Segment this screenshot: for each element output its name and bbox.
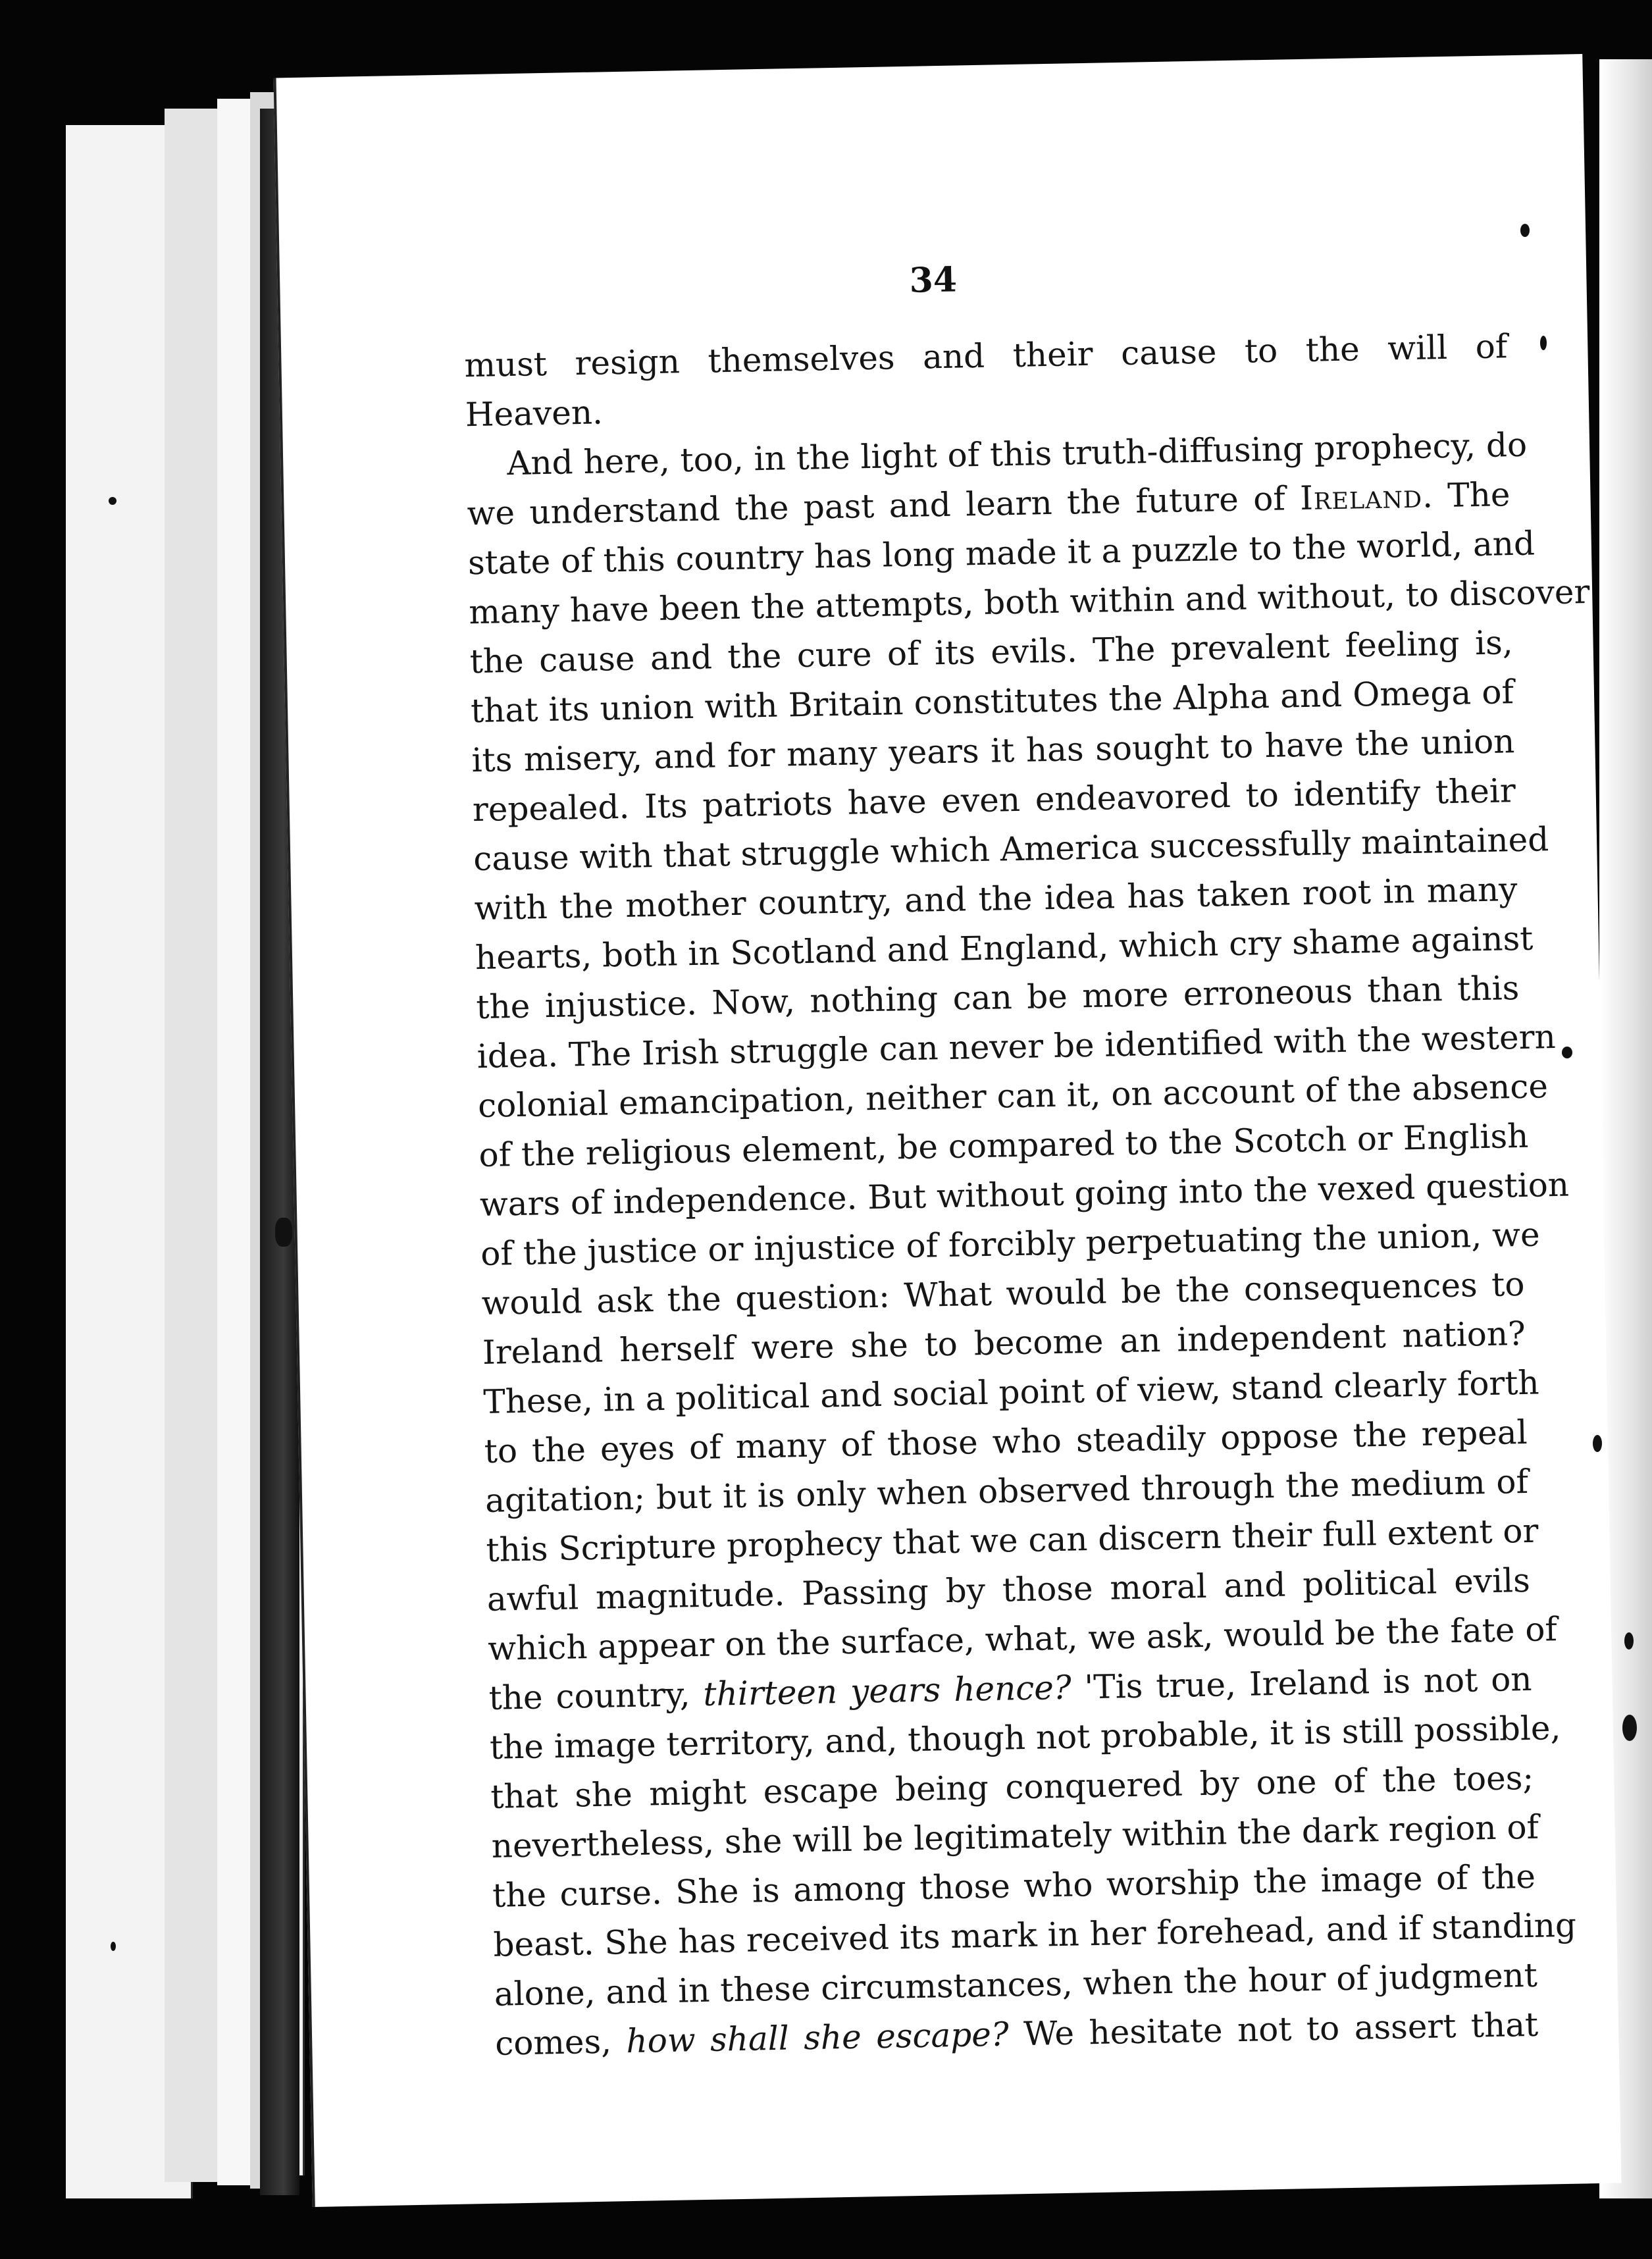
text-segment: . The (1422, 475, 1510, 515)
text-segment: These, in a political and social point of view, stand clearly forth (482, 1363, 1540, 1421)
scan-speck (1622, 1715, 1637, 1741)
text-segment: its misery, and for many years it has sought to have the union (471, 722, 1515, 780)
scan-speck (109, 497, 116, 505)
scan-speck (275, 1218, 292, 1247)
scan-speck (111, 1942, 116, 1951)
text-segment: agitation; but it is only when observed through the medium of (484, 1462, 1529, 1520)
text-segment: And here, too, in the light of this truth-diffusing prophecy, do (506, 425, 1528, 483)
italic-phrase: thirteen years hence? (702, 1668, 1072, 1713)
text-segment: many have been the attempts, both within and without, to discover (468, 572, 1590, 632)
text-segment: the injustice. Now, nothing can be more erroneous than this (475, 969, 1520, 1027)
text-segment: alone, and in these circumstances, when the hour of judgment (494, 1956, 1538, 2013)
italic-phrase: how shall she escape? (625, 2015, 1010, 2061)
text-segment: of the religious element, be compared to the Scotch or English (478, 1116, 1529, 1175)
text-segment: with the mother country, and the idea has taken root in many (474, 870, 1518, 928)
scan-speck (1540, 336, 1547, 350)
text-segment: Ireland herself were she to become an independent nation? (482, 1314, 1526, 1372)
book-page (274, 54, 1622, 2207)
text-segment: to the eyes of many of those who steadily oppose the repeal (484, 1413, 1528, 1470)
scan-speck (1520, 224, 1530, 237)
text-segment: repealed. Its patriots have even endeavored to identify their (472, 771, 1516, 829)
text-segment: nevertheless, she will be legitimately within the dark region of (491, 1807, 1539, 1865)
text-segment: wars of independence. But without going into the vexed question (479, 1165, 1570, 1224)
text-segment: we understand the past and learn the future of (467, 479, 1301, 533)
text-segment: of the justice or injustice of forcibly perpetuating the union, we (480, 1215, 1541, 1274)
scan-speck (1562, 1047, 1572, 1058)
text-segment: 'Tis true, Ireland is not on (1071, 1659, 1532, 1707)
text-segment: beast. She has received its mark in her forehead, and if standing (493, 1906, 1577, 1964)
text-segment: this Scripture prophecy that we can discern their full extent or (486, 1511, 1539, 1569)
text-segment: the country, (488, 1675, 704, 1717)
body-text (464, 322, 1590, 2069)
scan-speck (1624, 1632, 1634, 1649)
small-caps-word: Ireland (1299, 477, 1423, 518)
scan-speck (1593, 1435, 1602, 1452)
text-segment: must resign themselves and their cause to the will of (464, 327, 1508, 385)
text-segment: that its union with Britain constitutes the Alpha and Omega of (470, 673, 1514, 731)
text-segment: state of this country has long made it a puzzle to the world, and (467, 524, 1536, 583)
text-segment: the cause and the cure of its evils. The prevalent feeling is, (469, 623, 1514, 681)
text-segment: which appear on the surface, what, we ask, would be the fate of (487, 1610, 1558, 1668)
text-segment: Heaven. (465, 393, 604, 434)
text-segment: the image territory, and, though not probable, it is still possible, (489, 1709, 1561, 1767)
text-segment: awful magnitude. Passing by those moral and political evils (486, 1561, 1531, 1619)
text-segment: cause with that struggle which America successfully maintained (473, 820, 1549, 879)
text-segment: hearts, both in Scotland and England, which cry shame against (475, 919, 1534, 977)
text-segment: the curse. She is among those who worship the image of the (492, 1857, 1536, 1915)
text-segment: idea. The Irish struggle can never be identified with the western (477, 1018, 1557, 1076)
text-segment: We hesitate not to assert that (1008, 2005, 1539, 2054)
text-segment: that she might escape being conquered by one of the toes; (490, 1758, 1534, 1816)
text-segment: would ask the question: What would be the consequences to (481, 1264, 1525, 1323)
page-number: 34 (909, 259, 958, 301)
page-edge (165, 109, 219, 2182)
text-segment: colonial emancipation, neither can it, on account of the absence (477, 1067, 1549, 1126)
text-segment: comes, (494, 2022, 627, 2063)
